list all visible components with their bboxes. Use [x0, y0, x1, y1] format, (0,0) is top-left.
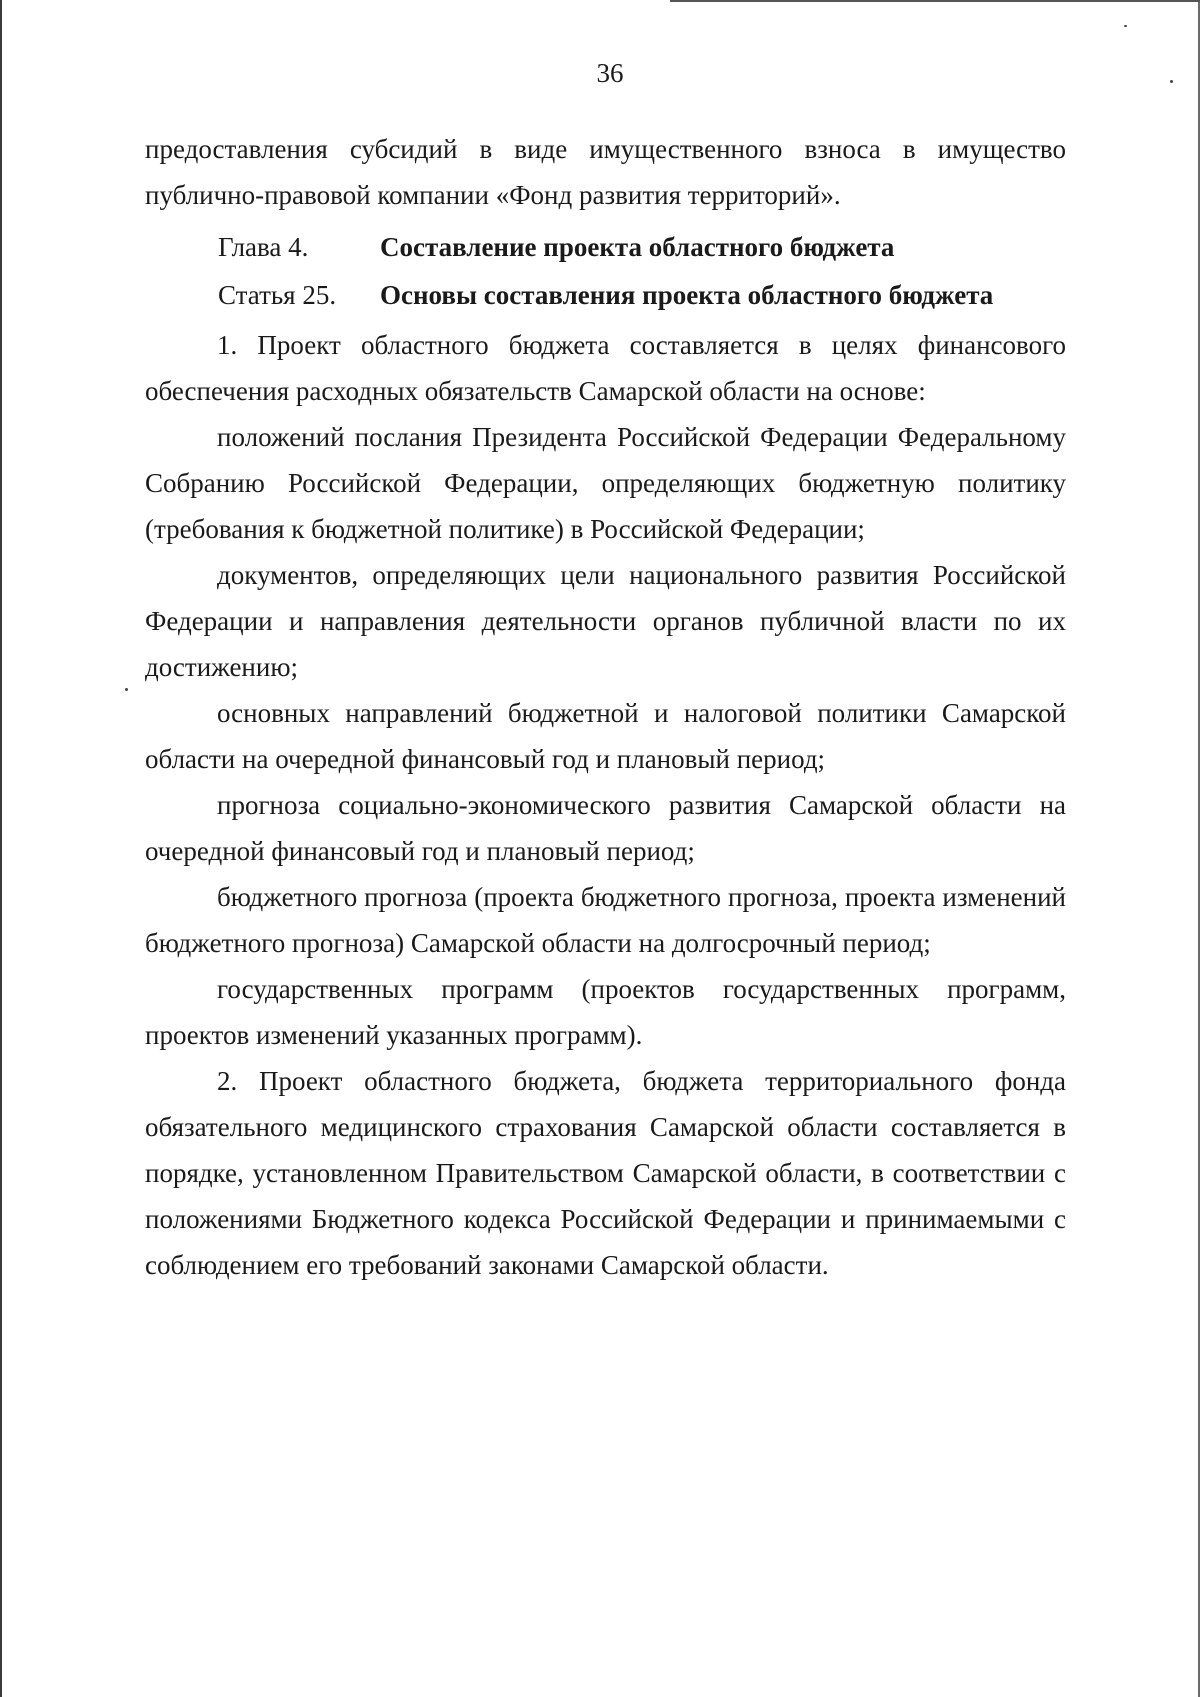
article-title: Основы составления проекта областного бюджета — [380, 280, 994, 310]
list-item: государственных программ (проектов государственных программ, проектов изменений указанных программ). — [145, 974, 1066, 1050]
paragraph-1-intro: 1. Проект областного бюджета составляется в целях финансового обеспечения расходных обязательств Самарской области на основе: — [145, 330, 1066, 406]
chapter-label: Глава 4. — [218, 232, 309, 262]
chapter-title: Составление проекта областного бюджета — [380, 232, 895, 262]
scan-edge-top — [670, 0, 1200, 2]
paragraph-2: 2. Проект областного бюджета, бюджета территориального фонда обязательного медицинского страхования Самарской области составляется в порядке, установленном Правительством Самарской области, в соответствии с положениями Бюджетного кодекса Российской Федерации и принимаемыми с соблюдением его требований законами Самарской области. — [145, 1066, 1066, 1280]
list-item: основных направлений бюджетной и налоговой политики Самарской области на очередной финансовый год и плановый период; — [145, 698, 1066, 774]
scan-speck — [1124, 25, 1127, 27]
list-item: положений послания Президента Российской Федерации Федеральному Собранию Российской Федерации, определяющих бюджетную политику (требования к бюджетной политике) в Российской Федерации; — [145, 422, 1066, 544]
continuation-paragraph: предоставления субсидий в виде имущественного взноса в имущество публично-правовой компании «Фонд развития территорий». — [145, 134, 1066, 210]
chapter-heading — [145, 224, 1066, 270]
article-heading — [145, 272, 1066, 318]
list-item: документов, определяющих цели национального развития Российской Федерации и направления деятельности органов публичной власти по их достижению; — [145, 560, 1066, 682]
list-item: прогноза социально-экономического развития Самарской области на очередной финансовый год и плановый период; — [145, 790, 1066, 866]
article-body — [145, 322, 1066, 1288]
article-label: Статья 25. — [218, 280, 337, 310]
scan-speck — [125, 688, 128, 691]
scan-edge-left — [0, 0, 2, 1697]
page-body — [145, 126, 1066, 218]
list-item: бюджетного прогноза (проекта бюджетного прогноза, проекта изменений бюджетного прогноза) Самарской области на долгосрочный период; — [145, 882, 1066, 958]
page-number: 36 — [596, 58, 624, 88]
